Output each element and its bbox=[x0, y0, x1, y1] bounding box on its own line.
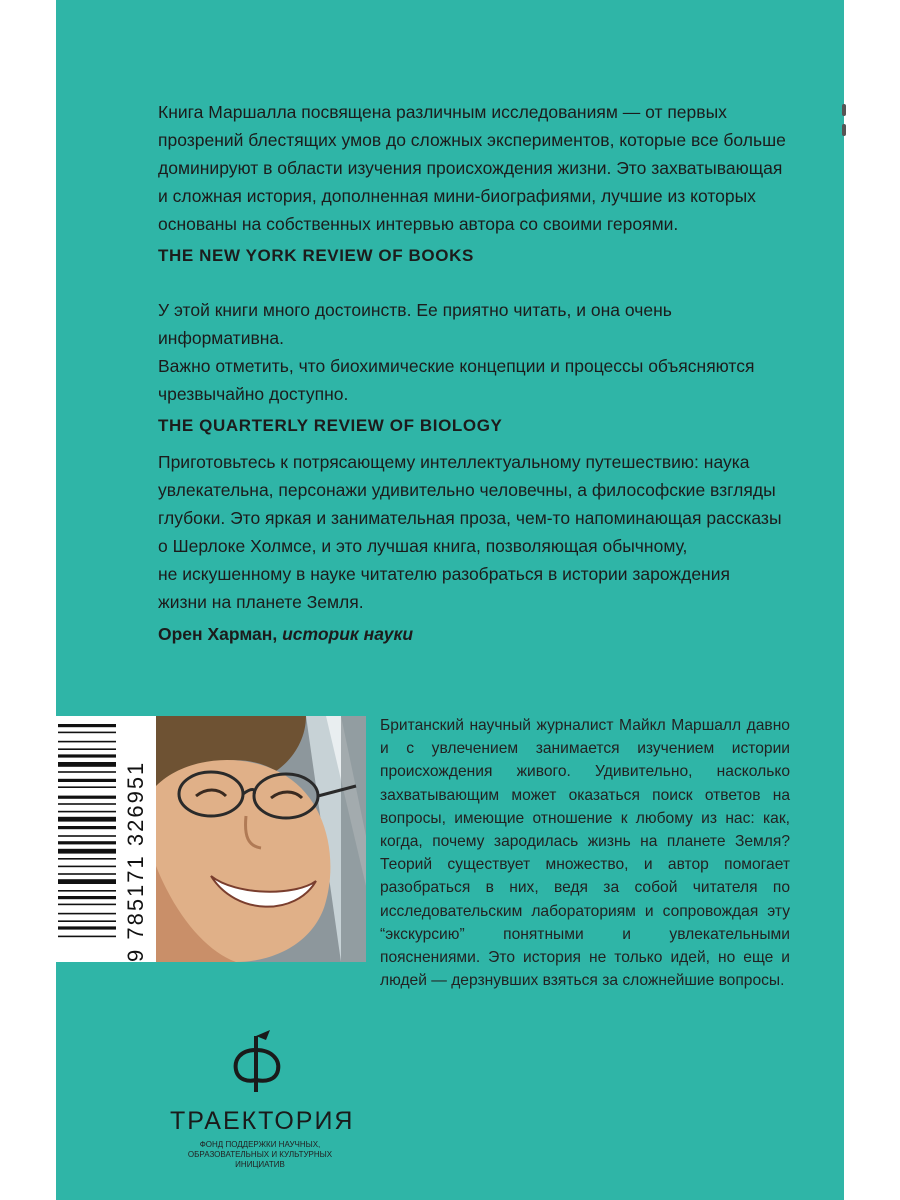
quote-text: Книга Маршалла посвящена различным исследованиям — от первых прозрений блестящих умов до сложных экспериментов, которые все больше доминируют в области изучения происхождения жизни. Это захватывающая и сложная история, дополненная мини-биографиями, лучшие из которых основаны на собственных интервью автора со своими героями. bbox=[158, 102, 786, 234]
author-bio-text: Британский научный журналист Майкл Маршалл давно и с увлечением занимается изучением истории происхождения живого. Удивительно, насколько захватывающим может оказаться поиск ответов на вопросы, имеющие отношение к любому из нас: как, когда, почему зародилась жизнь на планете Земля? Теорий существует множество, и автор помогает разобраться в них, ведя за собой читателя по исследовательским лабораториям и сопровождая эту “экскурсию” понятными и увлекательными пояснениями. Это история не только идей, но еще и людей — дерзнувших взяться за сложнейшие вопросы. bbox=[380, 717, 790, 990]
quote-source: THE NEW YORK REVIEW OF BOOKS bbox=[158, 246, 474, 265]
quote-source: THE QUARTERLY REVIEW OF BIOLOGY bbox=[158, 416, 503, 435]
isbn-barcode bbox=[56, 716, 156, 962]
publisher-logo bbox=[170, 1028, 355, 1170]
phi-arrow-icon bbox=[230, 1028, 290, 1094]
isbn-digits: 9 785171 326951 bbox=[123, 760, 148, 962]
quote-source-role: историк науки bbox=[282, 624, 414, 644]
publisher-name: ТРАЕКТОРИЯ bbox=[170, 1107, 355, 1135]
author-photo bbox=[156, 716, 366, 962]
review-quote-3 bbox=[158, 448, 798, 648]
review-quote-1 bbox=[158, 98, 798, 270]
quote-source bbox=[158, 620, 798, 648]
spine-mark bbox=[842, 124, 846, 136]
review-quote-2 bbox=[158, 296, 798, 440]
barcode-bars bbox=[56, 716, 118, 962]
quote-text: У этой книги много достоинств. Ее приятно читать, и она очень информативна. Важно отметить, что биохимические концепции и процессы объясняются чрезвычайно доступно. bbox=[158, 300, 755, 404]
publisher-subtitle: ФОНД ПОДДЕРЖКИ НАУЧНЫХ, ОБРАЗОВАТЕЛЬНЫХ И КУЛЬТУРНЫХ ИНИЦИАТИВ bbox=[187, 1140, 333, 1169]
quote-text: Приготовьтесь к потрясающему интеллектуальному путешествию: наука увлекательна, персонажи удивительно человечны, а философские взгляды глубоки. Это яркая и занимательная проза, чем-то напоминающая рассказы о Шерлоке Холмсе, и это лучшая книга, позволяющая обычному, не искушенному в науке читателю разобраться в истории зарождения жизни на планете Земля. bbox=[158, 452, 782, 612]
quote-source-name: Орен Харман, bbox=[158, 624, 278, 644]
author-bio bbox=[380, 714, 790, 992]
spine-mark bbox=[842, 104, 846, 116]
